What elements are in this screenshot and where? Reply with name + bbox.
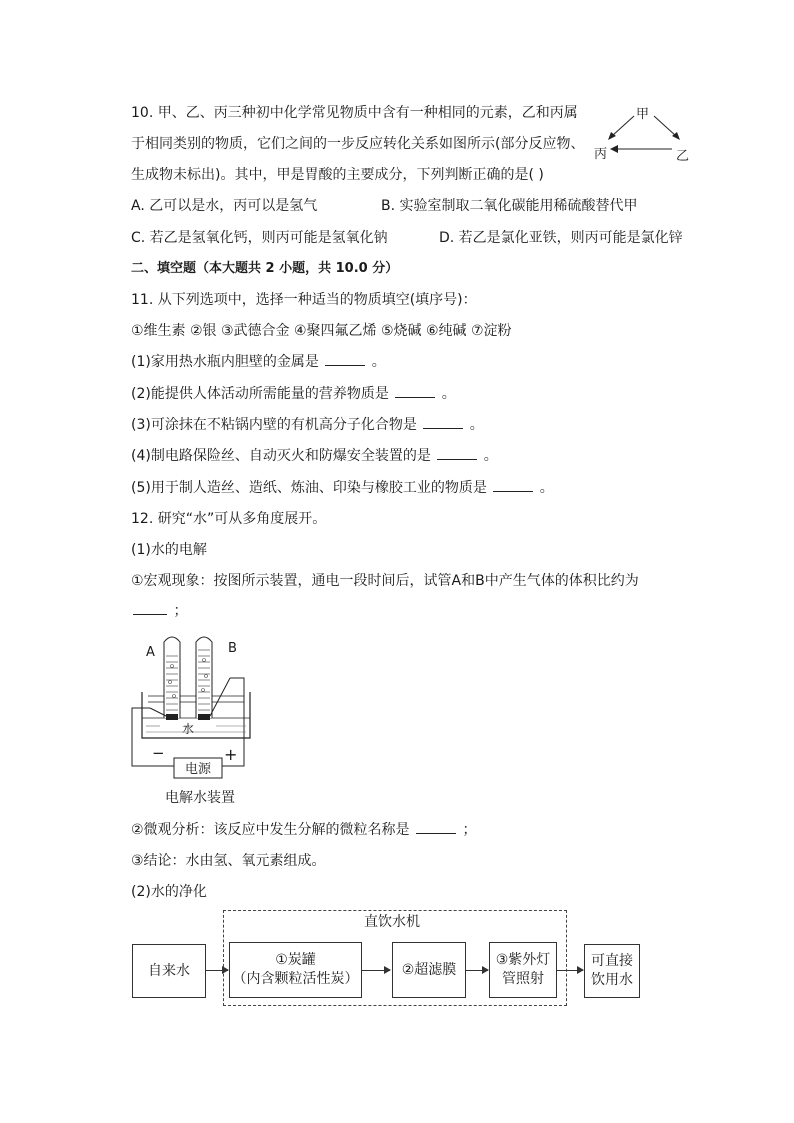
q10-line1: 10. 甲、乙、丙三种初中化学常见物质中含有一种相同的元素，乙和丙属 xyxy=(131,105,578,121)
q11-item-3 xyxy=(131,415,484,435)
q12-macro-end: ； xyxy=(173,603,188,619)
q11-item-text: (3)可涂抹在不粘锅内壁的有机高分子化合物是 xyxy=(131,417,417,433)
q11-stem: 11. 从下列选项中，选择一种适当的物质填空(填序号)： xyxy=(131,292,477,308)
water-machine-label: 直饮水机 xyxy=(364,914,420,930)
q11-item-text: (1)家用热水瓶内胆壁的金属是 xyxy=(131,354,319,370)
electrolysis-apparatus xyxy=(128,630,258,782)
flow-output-line1: 可直接 xyxy=(591,953,633,969)
q10-option-c: C. 若乙是氢氧化钙，则丙可能是氢氧化钠 xyxy=(131,230,388,246)
q11-choices: ①维生素 ②银 ③武德合金 ④聚四氟乙烯 ⑤烧碱 ⑥纯碱 ⑦淀粉 xyxy=(131,323,512,339)
q12-macro: ①宏观现象：按图所示装置，通电一段时间后，试管A和B中产生气体的体积比约为 xyxy=(131,573,639,589)
flow-step1-box xyxy=(229,942,362,998)
q11-item-text: (4)制电路保险丝、自动灭火和防爆安全装置的是 xyxy=(131,448,431,464)
flow-step2-box xyxy=(392,942,466,998)
q10-line3: 生成物未标出)。其中，甲是胃酸的主要成分，下列判断正确的是( ) xyxy=(131,167,544,183)
q12-part2: (2)水的净化 xyxy=(131,884,207,900)
flow-output-line2: 饮用水 xyxy=(591,972,633,988)
q12-micro-text: ②微观分析：该反应中发生分解的微粒名称是 xyxy=(131,822,410,838)
answer-blank[interactable] xyxy=(493,478,533,492)
q11-item-end: 。 xyxy=(469,417,484,433)
q11-item-text: (5)用于制人造丝、造纸、炼油、印染与橡胶工业的物质是 xyxy=(131,480,487,496)
flow-step1-line2: （内含颗粒活性炭） xyxy=(232,971,359,987)
q11-item-end: 。 xyxy=(441,386,456,402)
flow-step3-line1: ③紫外灯 xyxy=(495,952,551,968)
node-jia: 甲 xyxy=(636,107,650,122)
q11-item-5 xyxy=(131,478,554,498)
q11-item-4 xyxy=(131,446,498,466)
tube-a-label: A xyxy=(146,645,155,660)
q10-line2: 于相同类别的物质，它们之间的一步反应转化关系如图所示(部分反应物、 xyxy=(131,136,585,152)
answer-blank[interactable] xyxy=(437,446,477,460)
flow-step3-line2: 管照射 xyxy=(502,971,544,987)
node-yi: 乙 xyxy=(676,149,690,164)
answer-blank[interactable] xyxy=(416,820,456,834)
q12-part1: (1)水的电解 xyxy=(131,542,207,558)
power-supply-label: 电源 xyxy=(184,762,212,777)
q12-macro-answer xyxy=(131,601,187,621)
water-label: 水 xyxy=(182,722,195,736)
q10-conversion-diagram xyxy=(588,102,698,164)
plus-sign: + xyxy=(224,745,238,764)
tube-b-label: B xyxy=(228,641,237,656)
flow-step3-box xyxy=(489,942,557,998)
q11-item-1 xyxy=(131,352,386,372)
flow-step2-text: ②超滤膜 xyxy=(401,961,457,978)
q11-item-end: 。 xyxy=(371,354,386,370)
q12-micro-end: ； xyxy=(462,822,477,838)
q11-item-text: (2)能提供人体活动所需能量的营养物质是 xyxy=(131,386,389,402)
arrow-right-icon xyxy=(362,970,390,971)
arrow-right-icon xyxy=(466,970,488,971)
q11-item-end: 。 xyxy=(539,480,554,496)
q10-option-a: A. 乙可以是水，丙可以是氢气 xyxy=(131,198,318,214)
q12-conclusion: ③结论：水由氢、氧元素组成。 xyxy=(131,853,326,869)
q12-stem: 12. 研究“水”可从多角度展开。 xyxy=(131,511,327,527)
node-bing: 丙 xyxy=(594,147,608,162)
q12-micro xyxy=(131,820,476,840)
arrow-right-icon xyxy=(206,970,228,971)
flow-source-box xyxy=(132,944,206,998)
arrow-right-icon xyxy=(557,970,583,971)
flow-source-text: 自来水 xyxy=(148,962,190,979)
q10-option-d: D. 若乙是氯化亚铁，则丙可能是氯化锌 xyxy=(439,230,683,246)
apparatus-caption: 电解水装置 xyxy=(165,790,235,806)
minus-sign: − xyxy=(152,744,165,762)
flow-step1-line1: ①炭罐 xyxy=(275,952,316,968)
answer-blank[interactable] xyxy=(325,352,365,366)
q10-option-b: B. 实验室制取二氧化碳能用稀硫酸替代甲 xyxy=(381,198,638,214)
answer-blank[interactable] xyxy=(423,415,463,429)
section-title: 二、填空题（本大题共 2 小题，共 10.0 分） xyxy=(131,261,399,276)
answer-blank[interactable] xyxy=(133,601,167,615)
answer-blank[interactable] xyxy=(395,384,435,398)
q11-item-2 xyxy=(131,384,456,404)
q11-item-end: 。 xyxy=(483,448,498,464)
flow-output-box xyxy=(584,944,640,998)
